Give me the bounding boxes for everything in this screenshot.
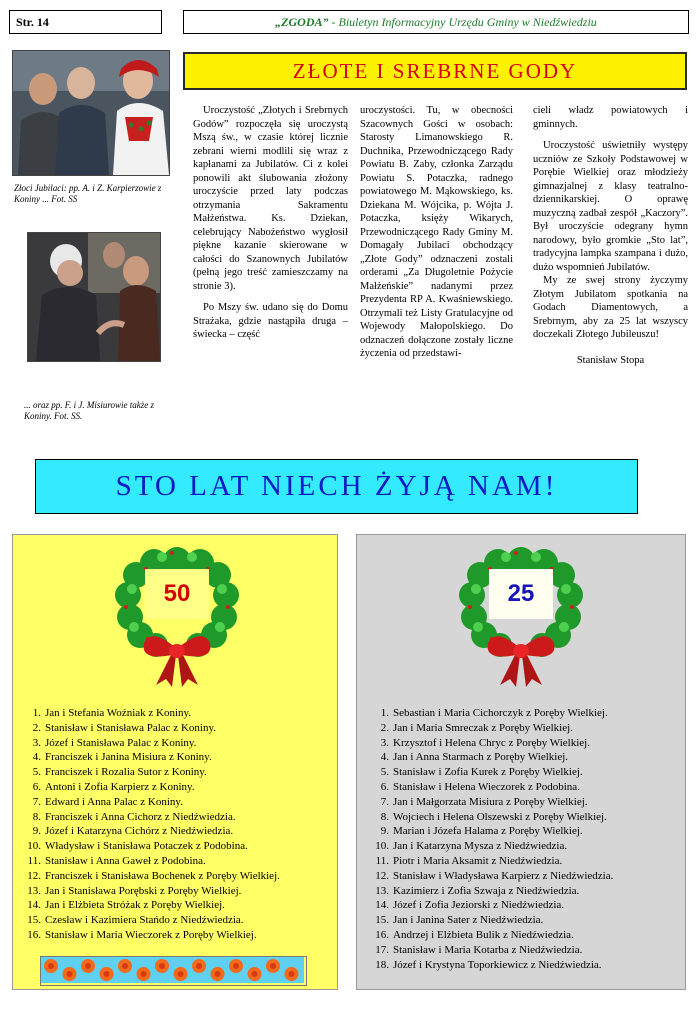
photo-jubilees-2-image [28,233,160,361]
list-item-number: 16. [27,928,41,941]
couple-list-item [21,706,280,721]
list-item-number: 4. [32,751,41,764]
list-item-number: 12. [27,869,41,882]
couple-list-item [369,839,613,854]
flower-center-icon [233,963,239,969]
couple-list-item [369,721,613,736]
photo-jubilees-1-image [13,51,169,175]
flower-center-icon [67,971,73,977]
couple-name: Stanisław i Helena Wieczorek z Podobina. [393,780,580,793]
couple-name: Władysław i Stanisława Potaczek z Podobina. [45,840,248,853]
flower-decoration [40,956,307,986]
list-item-number: 5. [32,766,41,779]
photo-jubilees-2 [27,232,161,362]
couple-name: Antoni i Zofia Karpierz z Koniny. [45,780,195,793]
couple-name: Franciszek i Janina Misiura z Koniny. [45,751,212,764]
couple-list-item [369,943,613,958]
couple-name: Józef i Krystyna Toporkiewicz z Niedźwiedzia. [393,958,602,971]
couple-name: Stanisław i Władysława Karpierz z Niedźwiedzia. [393,869,614,882]
flower-center-icon [252,971,258,977]
couple-name: Piotr i Maria Aksamit z Niedźwiedzia. [393,854,563,867]
flower-center-icon [104,971,110,977]
couple-list-item [369,869,613,884]
list-item-number: 8. [32,810,41,823]
couple-name: Franciszek i Anna Cichorz z Niedźwiedzia. [45,810,236,823]
article-author: Stanisław Stopa [576,354,645,366]
list-item-number: 6. [32,780,41,793]
couple-name: Jan i Anna Starmach z Poręby Wielkiej. [393,751,569,764]
list-item-number: 10. [375,840,389,853]
couple-list-item [21,928,280,943]
silver-anniversary-panel [356,534,686,990]
newsletter-subtitle: - Biuletyn Informacyjny Urzędu Gminy w Niedźwiedziu [328,15,597,29]
couple-list-item [369,884,613,899]
list-item-number: 7. [32,795,41,808]
couple-name: Stanisław i Stanisława Palac z Koniny. [45,721,216,734]
anniversary-years-badge: 50 [145,569,209,619]
article-paragraph: Uroczystość uświetniły występy uczniów ze Szkoły Podstawowej w Porębie Wielkiej oraz młodzieży gimnazjalnej z klasy teatralno-dziennikarskiej. O oprawę muzyczną zadbał zespół „Kaczory”. Był uroczyście odegrany hymn narodowy, było gromkie „Sto lat”, tradycyjna lampka szampana i dużo, dużo wspomnień Jubilatów. [533,140,688,273]
flower-center-icon [48,963,54,969]
couple-list-item [369,928,613,943]
flower-center-icon [196,963,202,969]
couple-name: Czesław i Kazimiera Stańdo z Niedźwiedzia. [45,914,244,927]
article-title: ZŁOTE I SREBRNE GODY [183,52,687,90]
couple-list-item [369,854,613,869]
list-item-number: 10. [27,840,41,853]
list-item-number: 13. [27,884,41,897]
couple-name: Wojciech i Helena Olszewski z Poręby Wielkiej. [393,810,607,823]
list-item-number: 13. [375,884,389,897]
flower-center-icon [289,971,295,977]
couple-list-item [369,795,613,810]
couple-name: Jan i Stanisława Porębski z Poręby Wielkiej. [45,884,242,897]
couple-name: Józef i Katarzyna Cichórz z Niedźwiedzia. [45,825,234,838]
flower-strip-image [41,957,304,983]
couple-name: Jan i Stefania Woźniak z Koniny. [45,707,192,719]
couple-list-item [21,780,280,795]
couple-list-item [21,913,280,928]
anniversary-years-badge: 25 [489,569,553,619]
couple-name: Stanisław i Maria Wieczorek z Poręby Wielkiej. [45,928,257,941]
list-item-number: 2. [380,721,389,734]
couple-list-item [369,958,613,973]
couple-list-item [369,750,613,765]
list-item-number: 1. [32,707,41,719]
list-item-number: 3. [32,736,41,749]
couple-name: Stanisław i Zofia Kurek z Poręby Wielkiej. [393,766,583,779]
couple-name: Stanisław i Anna Gaweł z Podobina. [45,854,206,867]
couple-list-item [21,750,280,765]
list-item-number: 9. [32,825,41,838]
golden-anniversary-panel [12,534,338,990]
silver-couples-list [369,706,613,972]
couple-list-item [21,898,280,913]
page-number: Str. 14 [9,10,162,34]
list-item-number: 14. [27,899,41,912]
list-item-number: 5. [380,766,389,779]
couple-list-item [21,795,280,810]
couple-list-item [21,721,280,736]
couple-list-item [21,765,280,780]
couple-name: Jan i Janina Sater z Niedźwiedzia. [393,914,544,927]
list-item-number: 7. [380,795,389,808]
list-item-number: 17. [375,943,389,956]
flower-center-icon [215,971,221,977]
couple-list-item [369,810,613,825]
couple-list-item [21,869,280,884]
article-paragraph: Uroczystość „Złotych i Srebrnych Godów” rozpoczęła się uroczystą Mszą św., w czasie której licznie zebrani wierni modlili się wraz z kapłanami za Jubilatów. Ci z kolei ponowili akt ślubowania złożony uroczyście przed laty podczas otrzymania Sakramentu Małżeństwa. Ks. Dziekan, celebrujący Nabożeństwo wygłosił piękne kazanie skierowane w całości do Szanownych Jubilatów (pełną jego treść zamieszczamy na stronie 3). [193,105,348,292]
couple-list-item [21,884,280,899]
list-item-number: 11. [27,854,41,867]
article-paragraph: cieli władz powiatowych i gminnych. [533,105,688,130]
couple-name: Kazimierz i Zofia Szwaja z Niedźwiedzia. [393,884,580,897]
flower-center-icon [85,963,91,969]
couple-name: Marian i Józefa Halama z Poręby Wielkiej. [393,825,583,838]
couple-list-item [369,706,613,721]
article-column-3 [533,104,688,367]
photo-caption-1: Złoci Jubilaci: pp. A. i Z. Karpierzowie z Koniny ... Fot. SS [14,183,162,204]
wreath-icon [112,539,242,689]
list-item-number: 3. [380,736,389,749]
flower-center-icon [159,963,165,969]
photo-jubilees-1 [12,50,170,176]
list-item-number: 9. [380,825,389,838]
list-item-number: 8. [380,810,389,823]
article-column-2 [360,104,513,361]
couple-name: Sebastian i Maria Cichorczyk z Poręby Wielkiej. [393,707,608,719]
newsletter-header [183,10,689,34]
article-paragraph: My ze swej strony życzymy Złotym Jubilatom spotkania na Godach Diamentowych, a Srebrnym, aby za 25 lat wszyscy doczekali Złotego Jubileuszu! [533,275,688,340]
newsletter-brand: „ZGODA” [275,15,329,29]
couple-name: Franciszek i Rozalia Sutor z Koniny. [45,766,207,779]
couple-list-item [369,913,613,928]
golden-couples-list [21,706,280,943]
article-paragraph: Po Mszy św. udano się do Domu Strażaka, gdzie nastąpiła druga – świecka – część [193,302,348,340]
photo-caption-2: ... oraz pp. F. i J. Misiurowie także z Koniny. Fot. SS. [24,400,154,421]
couple-list-item [369,780,613,795]
list-item-number: 12. [375,869,389,882]
flower-center-icon [178,971,184,977]
flower-center-icon [270,963,276,969]
list-item-number: 15. [27,914,41,927]
couple-name: Jan i Elżbieta Stróżak z Poręby Wielkiej. [45,899,225,912]
list-item-number: 15. [375,914,389,927]
list-item-number: 4. [380,751,389,764]
list-item-number: 2. [32,721,41,734]
couple-name: Krzysztof i Helena Chryc z Poręby Wielkiej. [393,736,590,749]
couple-name: Jan i Maria Smreczak z Poręby Wielkiej. [393,721,573,734]
couple-name: Edward i Anna Palac z Koniny. [45,795,183,808]
list-item-number: 11. [375,854,389,867]
couple-list-item [369,898,613,913]
couple-name: Jan i Małgorzata Misiura z Poręby Wielkiej. [393,795,588,808]
couple-list-item [21,839,280,854]
couple-name: Józef i Stanisława Palac z Koniny. [45,736,197,749]
couple-list-item [369,824,613,839]
couple-list-item [21,810,280,825]
list-item-number: 18. [375,958,389,971]
couple-list-item [369,736,613,751]
couple-name: Stanisław i Maria Kotarba z Niedźwiedzia. [393,943,583,956]
flower-center-icon [122,963,128,969]
couple-list-item [369,765,613,780]
couple-list-item [21,736,280,751]
list-item-number: 14. [375,899,389,912]
wreath-icon [456,539,586,689]
article-column-1 [193,104,348,342]
couple-name: Jan i Katarzyna Mysza z Niedźwiedzia. [393,840,568,853]
celebration-banner: STO LAT NIECH ŻYJĄ NAM! [35,459,638,514]
couple-name: Andrzej i Elżbieta Bulik z Niedźwiedzia. [393,928,574,941]
couple-name: Józef i Zofia Jeziorski z Niedźwiedzia. [393,899,565,912]
list-item-number: 6. [380,780,389,793]
list-item-number: 1. [380,707,389,719]
couple-list-item [21,824,280,839]
couple-list-item [21,854,280,869]
flower-center-icon [141,971,147,977]
list-item-number: 16. [375,928,389,941]
article-paragraph: uroczystości. Tu, w obecności Szacownych Gości w osobach: Starosty Limanowskiego R. Duchnika, Przewodniczącego Rady Powiatu B. Zaby, członka Zarządu Powiatu S. Potaczka, radnego powiatowego M. Mąkowskiego, ks. Dziekana M. Wójcika, p. Wójta J. Potaczka, księży Wikarych, Przewodniczącego Rady Gminy M. Domagały Jubilaci obchodzący „Złote Gody” odznaczeni zostali orderami „Za Długoletnie Pożycie Małżeńskie” nadanymi przez Prezydenta RP A. Kwaśniewskiego. Otrzymali też Listy Gratulacyjne od Wojewody Małopolskiego. Do odznaczeń dołączone zostały liczne życzenia od przedstawi- [360,105,513,359]
couple-name: Franciszek i Stanisława Bochenek z Poręby Wielkiej. [45,869,280,882]
